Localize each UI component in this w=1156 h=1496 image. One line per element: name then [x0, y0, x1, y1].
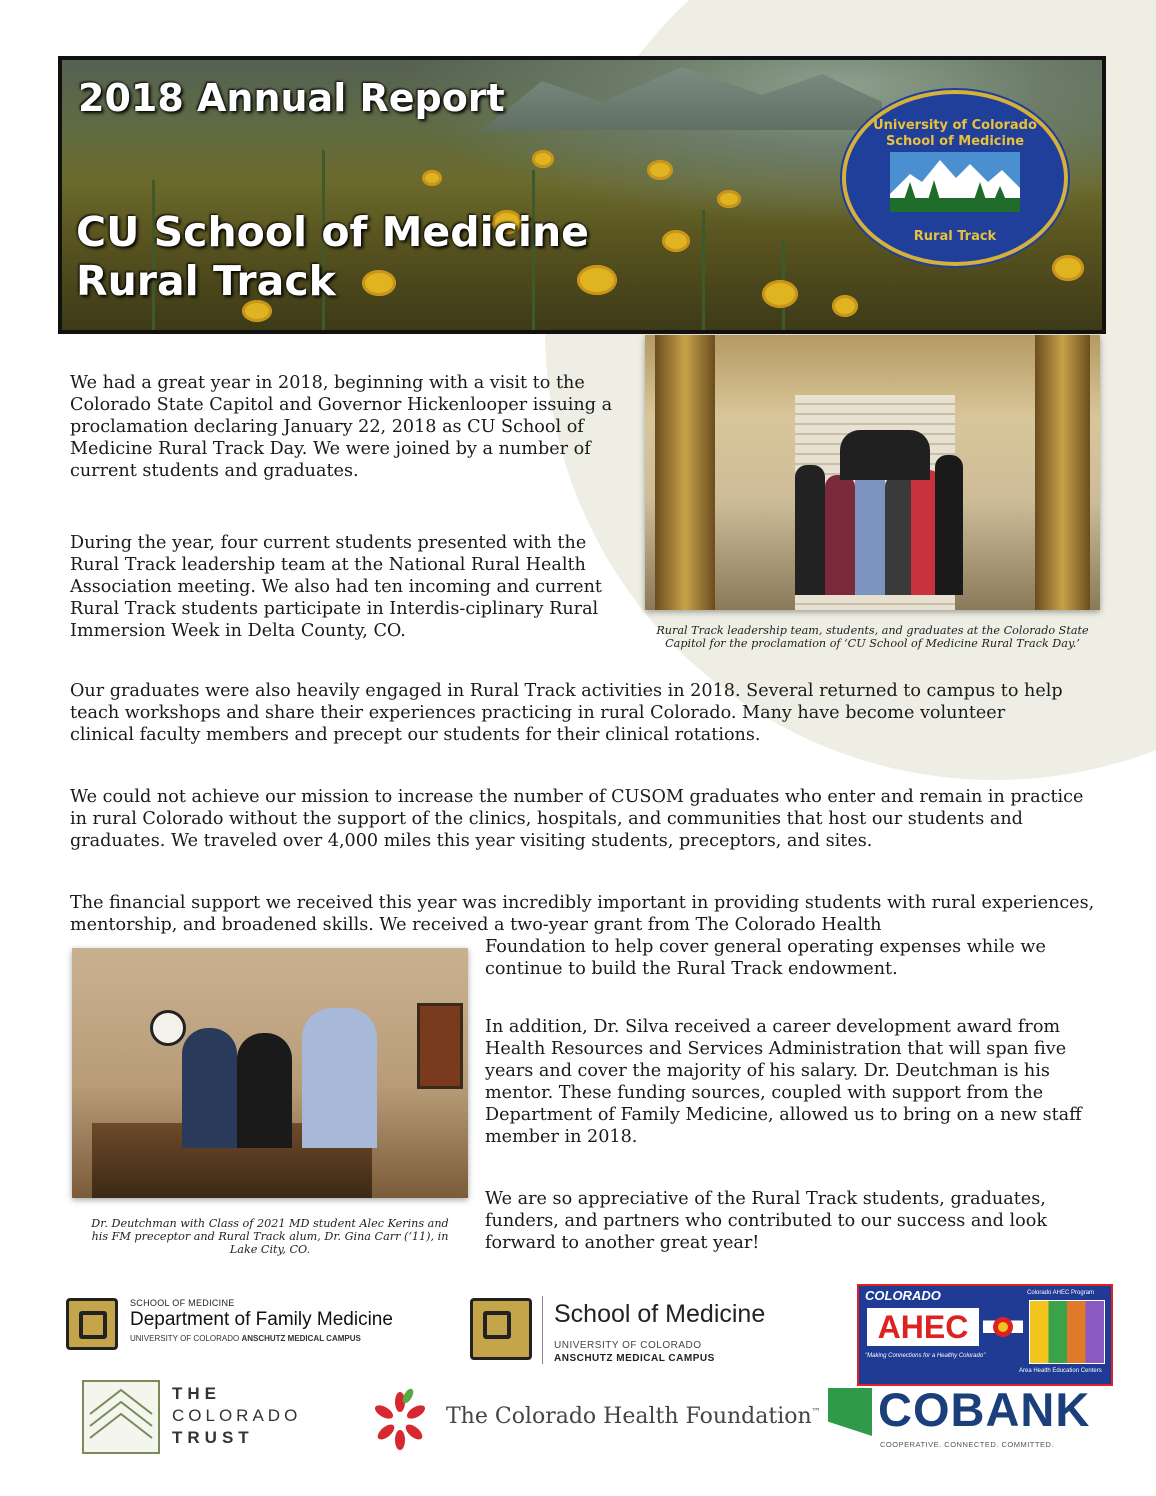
colorado-trust-chevron-icon — [82, 1380, 160, 1454]
trust-line3: TRUST — [172, 1428, 254, 1447]
program-title-line1: CU School of Medicine — [76, 208, 589, 256]
som-sub2-label: ANSCHUTZ MEDICAL CAMPUS — [554, 1353, 715, 1364]
left-column — [655, 335, 715, 610]
paragraph-foundation: Foundation to help cover general operating expenses while we continue to build the Rural Track endowment. — [485, 937, 1046, 979]
fm-sub-a: UNIVERSITY OF COLORADO — [130, 1334, 242, 1343]
som-divider — [542, 1296, 543, 1364]
cu-mark-icon — [470, 1298, 532, 1360]
cobank-mark-icon — [828, 1388, 872, 1436]
ahec-map-icon — [1029, 1300, 1105, 1364]
group-of-people — [785, 425, 965, 595]
program-title — [76, 208, 589, 306]
som-main-label: School of Medicine — [554, 1300, 766, 1328]
seal-line2: School of Medicine — [885, 134, 1025, 149]
som-sub1-label: UNIVERSITY OF COLORADO — [554, 1340, 702, 1351]
wall-clock-icon — [150, 1010, 186, 1046]
flower — [647, 160, 673, 180]
colorado-trust-logo — [82, 1380, 342, 1456]
person-left — [182, 1028, 237, 1148]
capitol-photo — [645, 335, 1100, 610]
colorado-health-foundation-logo — [368, 1386, 821, 1454]
health-foundation-flower-icon — [368, 1388, 432, 1452]
person-right — [302, 1008, 377, 1148]
ahec-tagline: "Making Connections for a Healthy Colorado" — [865, 1353, 986, 1359]
clinic-photo — [72, 948, 468, 1198]
paragraph-career-award: In addition, Dr. Silva received a career development award from Health Resources and Services Administration that will span five years and cover the majority of his salary. Dr. Deutchman is his mentor. These funding sources, coupled with support from the Department of Family Medicine, allowed us to bring on a new staff member in 2018. — [485, 1017, 1082, 1147]
person-center — [237, 1033, 292, 1148]
fm-main-label: Department of Family Medicine — [130, 1309, 393, 1330]
fm-small-label: SCHOOL OF MEDICINE — [130, 1298, 235, 1308]
trust-line1: THE — [172, 1384, 221, 1403]
health-foundation-label — [446, 1404, 821, 1429]
flower — [662, 230, 690, 252]
clinic-photo-caption: Dr. Deutchman with Class of 2021 MD student Alec Kerins and his FM preceptor and Rural Track alum, Dr. Gina Carr (‘11), in Lake City, CO. — [91, 1217, 449, 1256]
flower — [717, 190, 741, 208]
paragraph-financial-support: The financial support we received this year was incredibly important in providing students with rural experiences, mentorship, and broadened skills. We received a two-year grant from The Colorado Health — [70, 893, 1095, 935]
ahec-flag-icon — [983, 1308, 1023, 1346]
flower — [422, 170, 442, 186]
right-column — [1035, 335, 1090, 610]
ahec-centers-label: Area Health Education Centers — [1019, 1368, 1102, 1374]
report-title: 2018 Annual Report — [78, 76, 505, 120]
flower — [1052, 255, 1084, 281]
paragraph-graduates: Our graduates were also heavily engaged in Rural Track activities in 2018. Several returned to campus to help teach workshops and share their experiences practicing in rural Colorado. Many have become volunteer clinical faculty members and precept our students for their clinical rotations. — [70, 681, 1063, 745]
flower — [832, 295, 858, 317]
ahec-program-label: Colorado AHEC Program — [1027, 1290, 1095, 1296]
wall-painting — [417, 1003, 463, 1089]
seal-top-text — [846, 118, 1064, 150]
header-banner — [58, 56, 1106, 334]
paragraph-closing: We are so appreciative of the Rural Track students, graduates, funders, and partners who contributed to our success and look forward to another great year! — [485, 1189, 1048, 1253]
flower — [532, 150, 554, 168]
ahec-top-label: COLORADO — [865, 1288, 941, 1303]
cobank-tagline: COOPERATIVE. CONNECTED. COMMITTED. — [880, 1440, 1054, 1449]
health-foundation-tm: ™ — [811, 1407, 821, 1418]
seal-bottom-text: Rural Track — [913, 229, 997, 244]
family-medicine-logo — [66, 1296, 446, 1356]
fm-sub-label — [130, 1334, 361, 1343]
paragraph-conferences: During the year, four current students presented with the Rural Track leadership team at the National Rural Health Association meeting. We also had ten incoming and current Rural Track students participate in Interdis-ciplinary Rural Immersion Week in Delta County, CO. — [70, 533, 602, 641]
paragraph-mission: We could not achieve our mission to increase the number of CUSOM graduates who enter and remain in practice in rural Colorado without the support of the clinics, hospitals, and communities that host our students and graduates. We traveled over 4,000 miles this year visiting students, preceptors, and sites. — [70, 787, 1084, 851]
health-foundation-name: The Colorado Health Foundation — [446, 1404, 812, 1429]
seal-line1: University of Colorado — [873, 118, 1037, 133]
colorado-ahec-logo — [857, 1284, 1113, 1386]
fm-sub-b: ANSCHUTZ MEDICAL CAMPUS — [241, 1334, 361, 1343]
flower — [762, 280, 798, 308]
cu-mark-icon — [66, 1298, 118, 1350]
paragraph-capitol-visit: We had a great year in 2018, beginning with a visit to the Colorado State Capitol and Governor Hickenlooper issuing a proclamation declaring January 22, 2018 as CU School of Medicine Rural Track Day. We were joined by a number of current students and graduates. — [70, 373, 613, 481]
cobank-name: COBANK — [878, 1383, 1091, 1436]
program-title-line2: Rural Track — [76, 257, 336, 305]
school-of-medicine-logo — [470, 1292, 790, 1372]
banner-mountains — [482, 60, 882, 130]
trust-line2: COLORADO — [172, 1406, 302, 1425]
capitol-photo-caption: Rural Track leadership team, students, and graduates at the Colorado State Capitol for the proclamation of ‘CU School of Medicine Rural Track Day.’ — [656, 624, 1089, 650]
seal-mountain-icon — [890, 152, 1020, 212]
ahec-main-label: AHEC — [867, 1308, 979, 1346]
cobank-logo — [828, 1383, 1091, 1456]
rural-track-seal — [842, 90, 1068, 266]
